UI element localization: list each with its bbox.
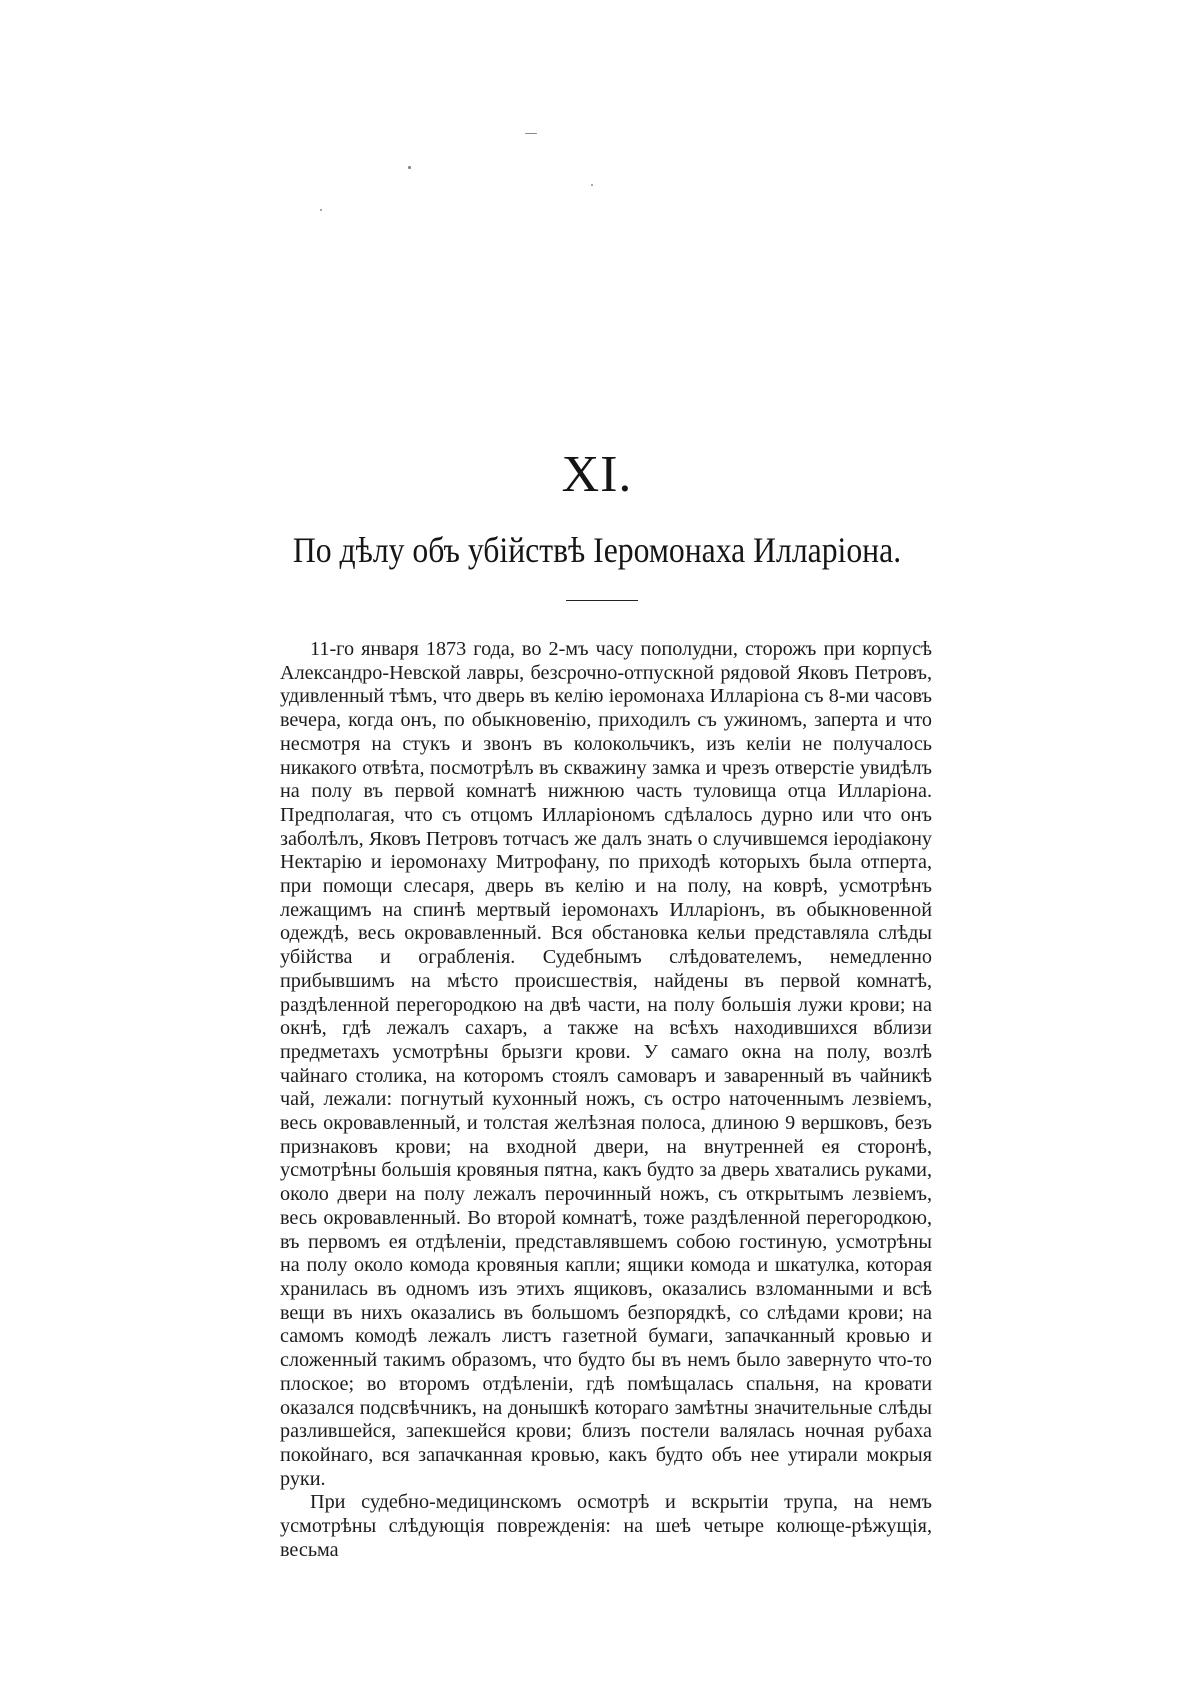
chapter-title: По дѣлу объ убійствѣ Іеромонаха Илларіона. (292, 530, 902, 570)
scan-speck (591, 184, 593, 186)
title-divider (566, 600, 638, 601)
chapter-number: XI. (561, 446, 633, 503)
scan-speck (408, 166, 411, 169)
body-text (280, 638, 932, 1562)
scan-speck (320, 209, 322, 211)
paragraph: При судебно-медицинскомъ осмотрѣ и вскрытіи трупа, на немъ усмотрѣны слѣдующія поврежденія: на шеѣ четыре колюще-рѣжущія, весьма (280, 1491, 932, 1561)
paragraph: 11-го января 1873 года, во 2-мъ часу пополудни, сторожъ при корпусѣ Александро-Невской лавры, безсрочно-отпускной рядовой Яковъ Петровъ, удивленный тѣмъ, что дверь въ келію іеромонаха Илларіона съ 8-ми часовъ вечера, когда онъ, по обыкновенію, приходилъ съ ужиномъ, заперта и что несмотря на стукъ и звонъ въ колокольчикъ, изъ келіи не получалось никакого отвѣта, посмотрѣлъ въ скважину замка и чрезъ отверстіе увидѣлъ на полу въ первой комнатѣ нижнюю часть туловища отца Илларіона. Предполагая, что съ отцомъ Илларіономъ сдѣлалось дурно или что онъ заболѣлъ, Яковъ Петровъ тотчасъ же далъ знать о случившемся іеродіакону Нектарію и іеромонаху Митрофану, по приходѣ которыхъ была отперта, при помощи слесаря, дверь въ келію и на полу, на коврѣ, усмотрѣнъ лежащимъ на спинѣ мертвый іеромонахъ Илларіонъ, въ обыкновенной одеждѣ, весь окровавленный. Вся обстановка кельи представляла слѣды убійства и ограбленія. Судебнымъ слѣдователемъ, немедленно прибывшимъ на мѣсто происшествія, найдены въ первой комнатѣ, раздѣленной перегородкою на двѣ части, на полу большія лужи крови; на окнѣ, гдѣ лежалъ сахаръ, а также на всѣхъ находившихся вблизи предметахъ усмотрѣны брызги крови. У самаго окна на полу, возлѣ чайнаго столика, на которомъ стоялъ самоваръ и заваренный въ чайникѣ чай, лежали: погнутый кухонный ножъ, съ остро наточеннымъ лезвіемъ, весь окровавленный, и толстая желѣзная полоса, длиною 9 вершковъ, безъ признаковъ крови; на входной двери, на внутренней ея сторонѣ, усмотрѣны большія кровяныя пятна, какъ будто за дверь хватались руками, около двери на полу лежалъ перочинный ножъ, съ открытымъ лезвіемъ, весь окровавленный. Во второй комнатѣ, тоже раздѣленной перегородкою, въ первомъ ея отдѣленіи, представлявшемъ собою гостиную, усмотрѣны на полу около комода кровяныя капли; ящики комода и шкатулка, которая хранилась въ одномъ изъ этихъ ящиковъ, оказались взломанными и всѣ вещи въ нихъ оказались въ большомъ безпорядкѣ, со слѣдами крови; на самомъ комодѣ лежалъ листъ газетной бумаги, запачканный кровью и сложенный такимъ образомъ, что будто бы въ немъ было завернуто что-то плоское; во второмъ отдѣленіи, гдѣ помѣщалась спальня, на кровати оказался подсвѣчникъ, на донышкѣ котораго замѣтны значительные слѣды разлившейся, запекшейся крови; близъ постели валялась ночная рубаха покойнаго, вся запачканная кровью, какъ будто объ нее утирали мокрыя руки. (280, 638, 932, 1490)
scan-speck (525, 133, 537, 134)
